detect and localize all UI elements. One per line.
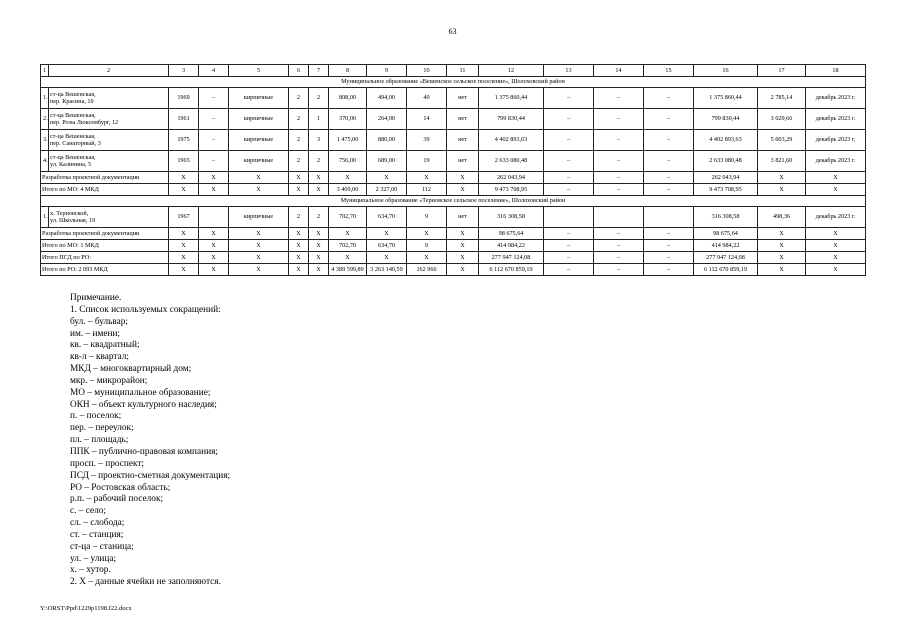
cell-c11: X: [447, 240, 479, 252]
cell-c10: 9: [407, 240, 447, 252]
cell-c7: X: [309, 228, 329, 240]
cell-c4: –: [199, 151, 229, 172]
note-line: ОКН – объект культурного наследия;: [70, 399, 217, 410]
note-line: Примечание.: [70, 293, 122, 303]
note-line: пер. – переулок;: [70, 423, 134, 434]
cell-c14: –: [594, 109, 644, 130]
cell-c14: –: [594, 252, 644, 264]
cell-c4: X: [199, 264, 229, 276]
address-line: ст-ца Вешенская,: [50, 153, 96, 161]
cell-c6: 2: [289, 151, 309, 172]
cell-c14: –: [594, 184, 644, 196]
cell-c6: X: [289, 184, 309, 196]
cell-c13: –: [544, 252, 594, 264]
cell-c7: 2: [309, 88, 329, 109]
cell-c15: –: [644, 228, 694, 240]
cell-c13: –: [544, 88, 594, 109]
cell-c16: 6 112 670 859,19: [694, 264, 758, 276]
total-label: Итого ПСД по РО:: [41, 252, 169, 264]
cell-c10: 19: [407, 151, 447, 172]
cell-c4: X: [199, 240, 229, 252]
cell-c6: X: [289, 252, 309, 264]
cell-c5: X: [229, 228, 289, 240]
section-title: Муниципальное образование «Терновское сельское поселение», Шолоховский район: [41, 196, 866, 207]
cell-c8: 756,00: [329, 151, 367, 172]
cell-c4: X: [199, 252, 229, 264]
notes-block: [70, 293, 230, 589]
cell-c13: –: [544, 184, 594, 196]
cell-c14: –: [594, 264, 644, 276]
cell-c15: –: [644, 130, 694, 151]
cell-c8: 702,70: [329, 207, 367, 228]
cell-c4: –: [199, 130, 229, 151]
cell-c9: X: [367, 228, 407, 240]
cell-c3: 1961: [169, 109, 199, 130]
file-path: Y:\ORST\Ppd\1229p1198.f22.docx: [40, 605, 132, 612]
cell-c17: X: [758, 228, 806, 240]
cell-c12: 2 633 080,48: [479, 151, 544, 172]
cell-c18: декабрь 2023 г.: [806, 109, 866, 130]
cell-c4: [199, 207, 229, 228]
cell-c12: 1 375 860,44: [479, 88, 544, 109]
cell-c18: X: [806, 228, 866, 240]
note-line: 2. X – данные ячейки не заполняются.: [70, 577, 221, 588]
cell-c15: –: [644, 184, 694, 196]
section-title-row: [41, 77, 866, 88]
cell-c14: –: [594, 240, 644, 252]
header-cell: 8: [329, 65, 367, 77]
address-cell: [49, 151, 169, 172]
cell-c13: [544, 207, 594, 228]
cell-c11: X: [447, 184, 479, 196]
cell-c9: 494,00: [367, 88, 407, 109]
cell-c3: X: [169, 172, 199, 184]
cell-c14: –: [594, 88, 644, 109]
address-cell: [49, 88, 169, 109]
note-line: 1. Список используемых сокращений:: [70, 304, 221, 315]
cell-c10: 40: [407, 88, 447, 109]
cell-c15: –: [644, 264, 694, 276]
total-row: [41, 228, 866, 240]
cell-c8: 3 409,00: [329, 184, 367, 196]
total-label: Итого по МО: 1 МКД: [41, 240, 169, 252]
total-row: [41, 172, 866, 184]
cell-c6: X: [289, 240, 309, 252]
cell-c11: нет: [447, 109, 479, 130]
page-number: 63: [448, 27, 457, 36]
cell-c7: X: [309, 240, 329, 252]
table-row: [41, 109, 866, 130]
total-label: Итого по РО: 2 093 МКД: [41, 264, 169, 276]
cell-c15: –: [644, 172, 694, 184]
cell-c8: X: [329, 172, 367, 184]
total-row: [41, 252, 866, 264]
cell-c4: X: [199, 228, 229, 240]
cell-c8: 702,70: [329, 240, 367, 252]
header-cell: 17: [758, 65, 806, 77]
address-line: ст-ца Вешенская,: [50, 90, 96, 98]
cell-c8: 808,00: [329, 88, 367, 109]
cell-c3: X: [169, 264, 199, 276]
cell-c16: 277 947 124,08: [694, 252, 758, 264]
header-cell: 15: [644, 65, 694, 77]
cell-c17: 3 029,66: [758, 109, 806, 130]
cell-c9: 3 263 140,59: [367, 264, 407, 276]
address-line: пер. Розы Люксембург, 12: [50, 119, 119, 126]
total-label: Разработка проектной документации: [41, 172, 169, 184]
cell-c16: 98 675,64: [694, 228, 758, 240]
cell-c6: X: [289, 172, 309, 184]
note-line: сл. – слобода;: [70, 518, 125, 529]
address-line: ст-ца Вешенская,: [50, 132, 96, 140]
cell-c17: 5 003,29: [758, 130, 806, 151]
note-line: кв. – квадратный;: [70, 340, 140, 351]
row-index: 4.: [41, 151, 49, 172]
section-title: Муниципальное образование «Вешенское сельское поселение», Шолоховский район: [41, 77, 866, 88]
cell-c3: 1969: [169, 88, 199, 109]
header-cell: 9: [367, 65, 407, 77]
cell-c15: [644, 207, 694, 228]
header-cell: 11: [447, 65, 479, 77]
cell-c8: 1 475,00: [329, 130, 367, 151]
note-line: пл. – площадь;: [70, 435, 129, 446]
cell-c12: 414 984,22: [479, 240, 544, 252]
note-line: с. – село;: [70, 506, 106, 517]
cell-c17: X: [758, 252, 806, 264]
table-body: [41, 65, 866, 276]
cell-c11: нет: [447, 207, 479, 228]
note-line: р.п. – рабочий поселок;: [70, 494, 164, 505]
cell-c9: 880,00: [367, 130, 407, 151]
cell-c10: 9: [407, 207, 447, 228]
cell-c12: 98 675,64: [479, 228, 544, 240]
header-cell: 3: [169, 65, 199, 77]
cell-c16: 414 984,22: [694, 240, 758, 252]
cell-c9: 634,70: [367, 240, 407, 252]
cell-c3: X: [169, 252, 199, 264]
address-line: ст-ца Вешенская,: [50, 111, 96, 119]
header-cell: 4: [199, 65, 229, 77]
cell-c13: –: [544, 109, 594, 130]
cell-c13: –: [544, 264, 594, 276]
header-cell: 16: [694, 65, 758, 77]
cell-c6: 2: [289, 207, 309, 228]
address-line: пер. Санаторный, 3: [50, 140, 101, 147]
cell-c5: кирпичные: [229, 88, 289, 109]
cell-c12: 799 830,44: [479, 109, 544, 130]
header-cell: 7: [309, 65, 329, 77]
cell-c17: 2 785,14: [758, 88, 806, 109]
header-cell: 10: [407, 65, 447, 77]
row-index: 1.: [41, 88, 49, 109]
cell-c11: X: [447, 252, 479, 264]
cell-c3: X: [169, 228, 199, 240]
cell-c18: декабрь 2023 г.: [806, 130, 866, 151]
cell-c10: X: [407, 252, 447, 264]
cell-c5: X: [229, 252, 289, 264]
row-index: 1.: [41, 207, 49, 228]
cell-c16: 9 473 708,95: [694, 184, 758, 196]
table-row: [41, 151, 866, 172]
cell-c17: 3 821,60: [758, 151, 806, 172]
note-line: РО – Ростовская область;: [70, 482, 171, 493]
address-line: ул. Калинина, 5: [50, 161, 92, 168]
cell-c4: –: [199, 88, 229, 109]
note-line: бул. – бульвар;: [70, 316, 128, 327]
cell-c3: 1975: [169, 130, 199, 151]
cell-c17: X: [758, 184, 806, 196]
cell-c15: –: [644, 151, 694, 172]
cell-c5: X: [229, 172, 289, 184]
cell-c18: X: [806, 240, 866, 252]
cell-c10: X: [407, 228, 447, 240]
cell-c18: декабрь 2023 г.: [806, 88, 866, 109]
address-line: ул. Школьная, 19: [50, 217, 96, 224]
cell-c10: 14: [407, 109, 447, 130]
header-cell: 5: [229, 65, 289, 77]
cell-c5: кирпичные: [229, 130, 289, 151]
cell-c6: 2: [289, 130, 309, 151]
cell-c18: X: [806, 172, 866, 184]
total-row: [41, 240, 866, 252]
table-row: [41, 88, 866, 109]
cell-c16: 316 308,58: [694, 207, 758, 228]
cell-c7: 2: [309, 151, 329, 172]
cell-c18: декабрь 2023 г.: [806, 207, 866, 228]
cell-c9: 689,00: [367, 151, 407, 172]
cell-c3: X: [169, 184, 199, 196]
cell-c12: 4 402 893,63: [479, 130, 544, 151]
cell-c7: 3: [309, 130, 329, 151]
row-index: 3.: [41, 130, 49, 151]
table-row: [41, 130, 866, 151]
cell-c5: кирпичные: [229, 109, 289, 130]
cell-c13: –: [544, 172, 594, 184]
note-line: МКД – многоквартирный дом;: [70, 364, 192, 375]
cell-c9: 2 327,00: [367, 184, 407, 196]
cell-c5: X: [229, 264, 289, 276]
cell-c6: 2: [289, 88, 309, 109]
header-cell: 12: [479, 65, 544, 77]
row-index: 2.: [41, 109, 49, 130]
cell-c11: нет: [447, 151, 479, 172]
note-line: п. – поселок;: [70, 411, 122, 422]
cell-c17: 498,36: [758, 207, 806, 228]
cell-c12: 9 473 708,95: [479, 184, 544, 196]
note-line: ул. – улица;: [70, 553, 117, 564]
cell-c3: X: [169, 240, 199, 252]
note-line: мкр. – микрорайон;: [70, 375, 148, 386]
cell-c17: X: [758, 240, 806, 252]
cell-c10: X: [407, 172, 447, 184]
note-line: ППК – публично-правовая компания;: [70, 446, 218, 457]
section-title-row: [41, 196, 866, 207]
cell-c18: декабрь 2023 г.: [806, 151, 866, 172]
total-label: Итого по МО: 4 МКД: [41, 184, 169, 196]
address-line: х. Терновской,: [50, 209, 89, 217]
header-cell: 1: [41, 65, 49, 77]
total-row: [41, 184, 866, 196]
address-line: пер. Красина, 10: [50, 98, 94, 105]
cell-c18: X: [806, 252, 866, 264]
cell-c4: –: [199, 109, 229, 130]
cell-c8: 370,00: [329, 109, 367, 130]
cell-c18: X: [806, 264, 866, 276]
cell-c4: X: [199, 172, 229, 184]
cell-c11: нет: [447, 130, 479, 151]
cell-c16: 799 830,44: [694, 109, 758, 130]
cell-c11: X: [447, 228, 479, 240]
cell-c13: –: [544, 130, 594, 151]
cell-c15: –: [644, 252, 694, 264]
cell-c15: –: [644, 88, 694, 109]
cell-c18: X: [806, 184, 866, 196]
cell-c10: 112: [407, 184, 447, 196]
cell-c10: 162 966: [407, 264, 447, 276]
total-row: [41, 264, 866, 276]
cell-c15: –: [644, 109, 694, 130]
cell-c7: X: [309, 184, 329, 196]
header-row: [41, 65, 866, 77]
header-cell: 6: [289, 65, 309, 77]
cell-c7: 1: [309, 109, 329, 130]
cell-c10: 39: [407, 130, 447, 151]
cell-c12: 316 308,58: [479, 207, 544, 228]
cell-c11: X: [447, 172, 479, 184]
header-cell: 14: [594, 65, 644, 77]
address-cell: [49, 207, 169, 228]
note-line: ПСД – проектно-сметная документация;: [70, 470, 231, 481]
cell-c5: кирпичные: [229, 207, 289, 228]
cell-c9: X: [367, 252, 407, 264]
cell-c16: 1 375 860,44: [694, 88, 758, 109]
cell-c11: X: [447, 264, 479, 276]
note-line: кв-л – квартал;: [70, 352, 129, 363]
cell-c5: кирпичные: [229, 151, 289, 172]
cell-c14: –: [594, 151, 644, 172]
cell-c8: X: [329, 252, 367, 264]
cell-c3: 1967: [169, 207, 199, 228]
capital-repair-table: [40, 64, 866, 276]
note-line: х. – хутор.: [70, 565, 111, 576]
note-line: ст. – станция;: [70, 529, 124, 540]
cell-c16: 262 043,94: [694, 172, 758, 184]
cell-c7: X: [309, 264, 329, 276]
cell-c6: 2: [289, 109, 309, 130]
cell-c17: X: [758, 172, 806, 184]
cell-c13: –: [544, 228, 594, 240]
table-row: [41, 207, 866, 228]
cell-c12: 6 112 670 859,19: [479, 264, 544, 276]
cell-c11: нет: [447, 88, 479, 109]
header-cell: 18: [806, 65, 866, 77]
note-line: МО – муниципальное образование;: [70, 387, 211, 398]
cell-c13: –: [544, 151, 594, 172]
header-cell: 2: [49, 65, 169, 77]
cell-c8: 4 389 599,89: [329, 264, 367, 276]
cell-c14: –: [594, 130, 644, 151]
total-label: Разработка проектной документации: [41, 228, 169, 240]
cell-c14: –: [594, 172, 644, 184]
address-cell: [49, 109, 169, 130]
cell-c9: 264,00: [367, 109, 407, 130]
cell-c7: X: [309, 252, 329, 264]
cell-c7: X: [309, 172, 329, 184]
cell-c16: 4 402 893,63: [694, 130, 758, 151]
cell-c3: 1965: [169, 151, 199, 172]
address-cell: [49, 130, 169, 151]
cell-c17: X: [758, 264, 806, 276]
cell-c14: [594, 207, 644, 228]
cell-c8: X: [329, 228, 367, 240]
cell-c9: 634,70: [367, 207, 407, 228]
cell-c6: X: [289, 228, 309, 240]
cell-c6: X: [289, 264, 309, 276]
cell-c16: 2 633 080,48: [694, 151, 758, 172]
cell-c12: 277 947 124,08: [479, 252, 544, 264]
cell-c13: –: [544, 240, 594, 252]
cell-c7: 2: [309, 207, 329, 228]
note-line: им. – имени;: [70, 328, 120, 339]
cell-c5: X: [229, 184, 289, 196]
cell-c12: 262 043,94: [479, 172, 544, 184]
cell-c14: –: [594, 228, 644, 240]
note-line: ст-ца – станица;: [70, 541, 134, 552]
note-line: просп. – проспект;: [70, 458, 144, 469]
cell-c5: X: [229, 240, 289, 252]
cell-c4: X: [199, 184, 229, 196]
cell-c15: –: [644, 240, 694, 252]
cell-c9: X: [367, 172, 407, 184]
header-cell: 13: [544, 65, 594, 77]
